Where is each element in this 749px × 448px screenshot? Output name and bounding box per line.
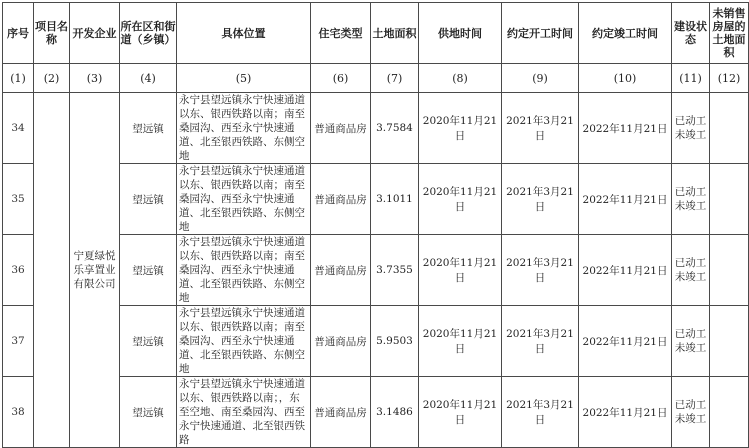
finish-date-cell: 2022年11月21日 bbox=[579, 235, 672, 306]
finish-date-cell: 2022年11月21日 bbox=[579, 93, 672, 164]
supply-date-cell: 2020年11月21日 bbox=[419, 164, 502, 235]
column-number: (7) bbox=[371, 64, 419, 93]
location-cell: 永宁县望远镇永宁快速通道以东、银西铁路以南；南至桑园沟、西至永宁快速通道、北至银西铁路、东侧空地 bbox=[177, 164, 311, 235]
header-status: 建设状态 bbox=[672, 3, 710, 64]
row-seq: 37 bbox=[3, 306, 34, 377]
column-number: (4) bbox=[120, 64, 177, 93]
district-cell: 望远镇 bbox=[120, 93, 177, 164]
row-seq: 36 bbox=[3, 235, 34, 306]
start-date-cell: 2021年3月21日 bbox=[502, 93, 579, 164]
supply-date-cell: 2020年11月21日 bbox=[419, 306, 502, 377]
finish-date-cell: 2022年11月21日 bbox=[579, 377, 672, 448]
unsold-area-cell bbox=[710, 164, 749, 235]
status-cell: 已动工未竣工 bbox=[672, 306, 710, 377]
header-start-date: 约定开工时间 bbox=[502, 3, 579, 64]
row-seq: 35 bbox=[3, 164, 34, 235]
column-number: (11) bbox=[672, 64, 710, 93]
column-number-row bbox=[3, 64, 749, 93]
column-number: (2) bbox=[34, 64, 70, 93]
row-seq: 38 bbox=[3, 377, 34, 448]
header-type: 住宅类型 bbox=[311, 3, 371, 64]
type-cell: 普通商品房 bbox=[311, 235, 371, 306]
start-date-cell: 2021年3月21日 bbox=[502, 235, 579, 306]
header-area: 土地面积 bbox=[371, 3, 419, 64]
developer-cell: 宁夏绿悦乐享置业有限公司 bbox=[70, 93, 120, 448]
district-cell: 望远镇 bbox=[120, 306, 177, 377]
header-district: 所在区和街道（乡镇） bbox=[120, 3, 177, 64]
unsold-area-cell bbox=[710, 377, 749, 448]
type-cell: 普通商品房 bbox=[311, 377, 371, 448]
column-number: (5) bbox=[177, 64, 311, 93]
area-cell: 3.7355 bbox=[371, 235, 419, 306]
district-cell: 望远镇 bbox=[120, 164, 177, 235]
header-location: 具体位置 bbox=[177, 3, 311, 64]
district-cell: 望远镇 bbox=[120, 235, 177, 306]
finish-date-cell: 2022年11月21日 bbox=[579, 164, 672, 235]
land-table-page bbox=[0, 2, 746, 446]
area-cell: 5.9503 bbox=[371, 306, 419, 377]
type-cell: 普通商品房 bbox=[311, 164, 371, 235]
location-cell: 永宁县望远镇永宁快速通道以东、银西铁路以南；南至桑园沟、西至永宁快速通道、北至银西铁路、东侧空地 bbox=[177, 235, 311, 306]
area-cell: 3.1011 bbox=[371, 164, 419, 235]
location-cell: 永宁县望远镇永宁快速通道以东、银西铁路以南；南至桑园沟、西至永宁快速通道、北至银西铁路、东侧空地 bbox=[177, 306, 311, 377]
column-number: (6) bbox=[311, 64, 371, 93]
table-row bbox=[3, 93, 749, 164]
column-number: (10) bbox=[579, 64, 672, 93]
location-cell: 永宁县望远镇永宁快速通道以东、银西铁路以南；南至桑园沟、西至永宁快速通道、北至银西铁路、东侧空地 bbox=[177, 93, 311, 164]
header-row bbox=[3, 3, 749, 64]
header-supply-date: 供地时间 bbox=[419, 3, 502, 64]
header-finish-date: 约定竣工时间 bbox=[579, 3, 672, 64]
unsold-area-cell bbox=[710, 306, 749, 377]
land-supply-table bbox=[2, 2, 749, 448]
status-cell: 已动工未竣工 bbox=[672, 164, 710, 235]
column-number: (3) bbox=[70, 64, 120, 93]
project-name-cell bbox=[34, 93, 70, 448]
supply-date-cell: 2020年11月21日 bbox=[419, 93, 502, 164]
status-cell: 已动工未竣工 bbox=[672, 235, 710, 306]
area-cell: 3.1486 bbox=[371, 377, 419, 448]
finish-date-cell: 2022年11月21日 bbox=[579, 306, 672, 377]
header-seq: 序号 bbox=[3, 3, 34, 64]
header-unsold-area: 未销售房屋的土地面积 bbox=[710, 3, 749, 64]
header-developer: 开发企业 bbox=[70, 3, 120, 64]
unsold-area-cell bbox=[710, 93, 749, 164]
unsold-area-cell bbox=[710, 235, 749, 306]
column-number: (12) bbox=[710, 64, 749, 93]
type-cell: 普通商品房 bbox=[311, 306, 371, 377]
row-seq: 34 bbox=[3, 93, 34, 164]
location-cell: 永宁县望远镇永宁快速通道以东、银西铁路以南；，东至空地、南至桑园沟、西至永宁快速通道、北至银西铁路 bbox=[177, 377, 311, 448]
district-cell: 望远镇 bbox=[120, 377, 177, 448]
start-date-cell: 2021年3月21日 bbox=[502, 306, 579, 377]
start-date-cell: 2021年3月21日 bbox=[502, 164, 579, 235]
column-number: (8) bbox=[419, 64, 502, 93]
column-number: (1) bbox=[3, 64, 34, 93]
header-project: 项目名称 bbox=[34, 3, 70, 64]
start-date-cell: 2021年3月21日 bbox=[502, 377, 579, 448]
supply-date-cell: 2020年11月21日 bbox=[419, 377, 502, 448]
status-cell: 已动工未竣工 bbox=[672, 377, 710, 448]
area-cell: 3.7584 bbox=[371, 93, 419, 164]
type-cell: 普通商品房 bbox=[311, 93, 371, 164]
status-cell: 已动工未竣工 bbox=[672, 93, 710, 164]
column-number: (9) bbox=[502, 64, 579, 93]
supply-date-cell: 2020年11月21日 bbox=[419, 235, 502, 306]
